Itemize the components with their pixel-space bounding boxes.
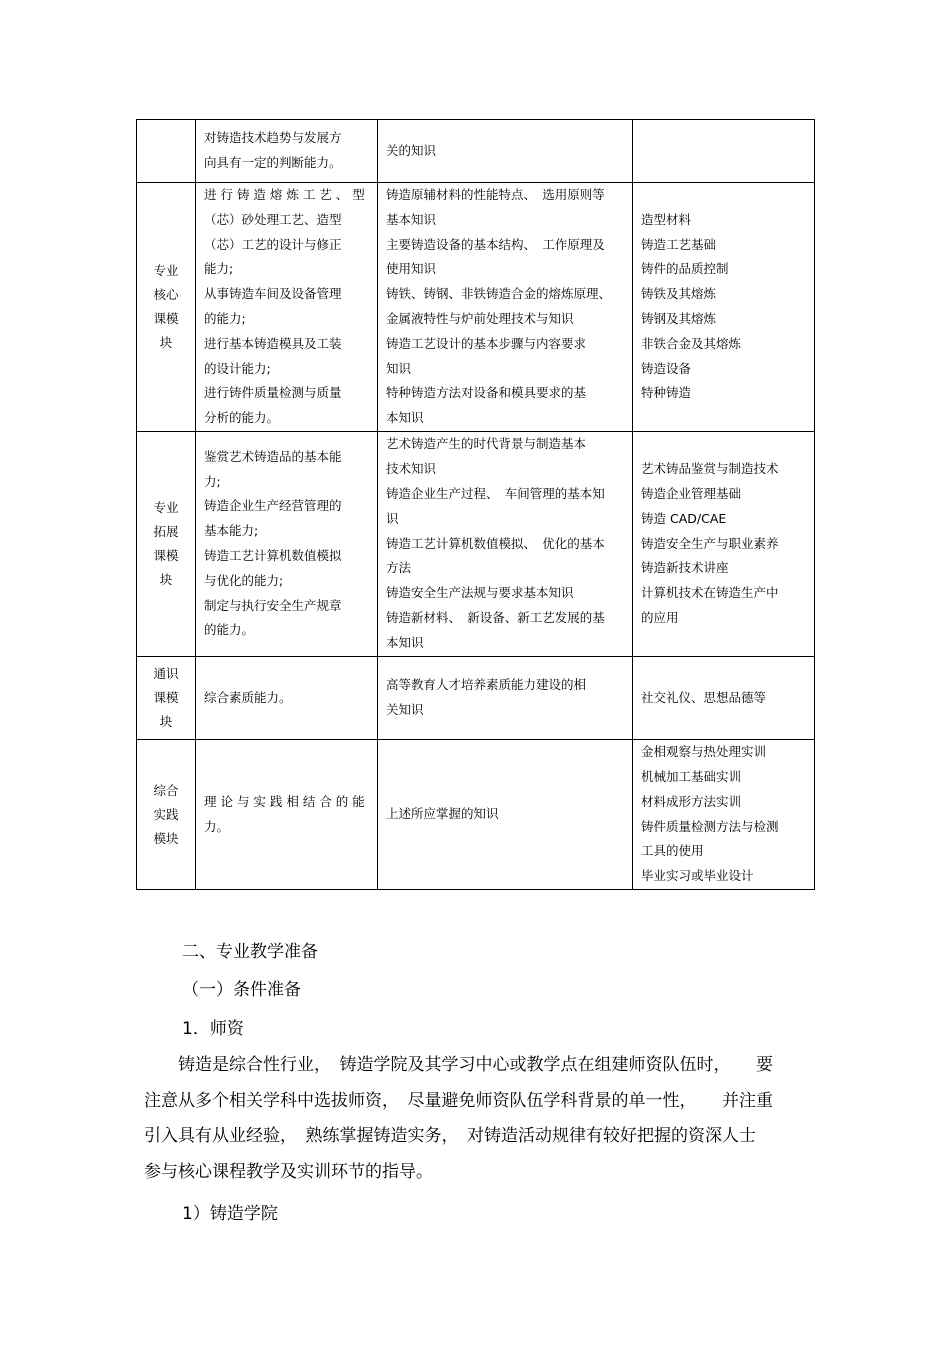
module-name-cell (137, 183, 196, 432)
cell-line: 使用知识 (386, 261, 437, 277)
cell-line: 铸造新材料、 新设备、新工艺发展的基 (386, 609, 605, 625)
cell-line: 铸造企业生产经营管理的 (204, 498, 342, 514)
cell-line: 的应用 (641, 609, 679, 625)
cell-line: 机械加工基础实训 (641, 768, 742, 784)
module-name-cell (137, 740, 196, 890)
cell-line: 毕业实习或毕业设计 (641, 868, 754, 884)
cell-line: 综合素质能力。 (204, 689, 292, 705)
ability-cell (196, 657, 378, 740)
cell-line: 进行铸件质量检测与质量 (204, 385, 342, 401)
paragraph-line: 铸造是综合性行业， 铸造学院及其学习中心或教学点在组建师资队伍时， 要 (144, 1055, 773, 1075)
table-row (137, 183, 815, 432)
ability-cell (196, 432, 378, 657)
cell-line: 向具有一定的判断能力。 (204, 155, 342, 170)
cell-line: 对铸造技术趋势与发展方 (204, 130, 342, 146)
ability-cell (196, 183, 378, 432)
cell-line: 块 (159, 335, 173, 350)
table-row (137, 432, 815, 657)
cell-line: 综合 (153, 782, 179, 798)
knowledge-cell (378, 657, 633, 740)
cell-line: 基本能力; (204, 523, 259, 539)
cell-line: 课模 (153, 548, 179, 563)
cell-line: 铸造 CAD/CAE (641, 510, 727, 526)
cell-line: 本知识 (386, 634, 424, 650)
teacher-paragraph (144, 1048, 809, 1190)
cell-line: 特种铸造 (641, 385, 692, 401)
cell-line: 铸造企业管理基础 (641, 486, 742, 501)
cell-line: 非铁合金及其熔炼 (641, 335, 742, 351)
ability-cell (196, 740, 378, 890)
cell-line: 铸造工艺基础 (641, 236, 717, 252)
cell-line: 关的知识 (386, 142, 437, 158)
cell-line: 铸铁、铸钢、非铁铸造合金的熔炼原理、 (386, 286, 612, 302)
courses-cell (633, 183, 815, 432)
cell-line: 鉴赏艺术铸造品的基本能 (204, 448, 342, 464)
cell-line: 分析的能力。 (204, 410, 280, 426)
courses-cell (633, 432, 815, 657)
cell-line: 铸造设备 (641, 360, 692, 376)
cell-line: 进行基本铸造模具及工装 (204, 335, 342, 351)
module-name-cell (137, 432, 196, 657)
cell-line: 实践 (153, 806, 179, 822)
cell-line: 艺术铸造产生的时代背景与制造基本 (386, 436, 587, 452)
cell-line: 铸造企业生产过程、 车间管理的基本知 (386, 486, 605, 501)
section-heading-sub-1: 1）铸造学院 (182, 1204, 278, 1224)
cell-line: 本知识 (386, 410, 424, 426)
cell-line: 力。 (204, 818, 230, 834)
cell-line: 进 行 铸 造 熔 炼 工 艺 、 型 (204, 187, 365, 203)
cell-line: 铸铁及其熔炼 (641, 286, 717, 302)
paragraph-line: 引入具有从业经验， 熟练掌握铸造实务， 对铸造活动规律有较好把握的资深人士 (144, 1126, 756, 1146)
section-heading-2-1: （一）条件准备 (182, 980, 301, 1000)
cell-line: 知识 (386, 360, 412, 376)
paragraph-line: 参与核心课程教学及实训环节的指导。 (144, 1161, 433, 1182)
table-row (137, 657, 815, 740)
cell-line: 材料成形方法实训 (641, 793, 742, 809)
knowledge-cell (378, 432, 633, 657)
table-row (137, 120, 815, 183)
cell-line: 的能力。 (204, 622, 255, 638)
cell-line: 金相观察与热处理实训 (641, 744, 767, 760)
cell-line: 与优化的能力; (204, 572, 284, 588)
cell-line: 主要铸造设备的基本结构、 工作原理及 (386, 236, 605, 252)
cell-line: 专业 (153, 263, 179, 278)
cell-line: 模块 (153, 830, 179, 846)
cell-line: 课模 (153, 311, 179, 326)
cell-line: 拓展 (153, 524, 179, 539)
cell-line: 核心 (153, 287, 179, 302)
cell-line: 铸件质量检测方法与检测 (641, 818, 779, 834)
table-row (137, 740, 815, 890)
cell-line: 铸造工艺设计的基本步骤与内容要求 (386, 335, 587, 351)
cell-line: 铸造安全生产与职业素养 (641, 535, 779, 551)
knowledge-cell (378, 183, 633, 432)
cell-line: （芯）砂处理工艺、造型 (204, 211, 342, 227)
section-heading-2: 二、专业教学准备 (182, 942, 318, 962)
ability-cell (196, 120, 378, 183)
cell-line: 力; (204, 473, 221, 489)
cell-line: （芯）工艺的设计与修正 (204, 236, 342, 252)
paragraph-line: 注意从多个相关学科中选拔师资， 尽量避免师资队伍学科背景的单一性， 并注重 (144, 1090, 773, 1111)
cell-line: 社交礼仪、思想品德等 (641, 689, 767, 705)
cell-line: 高等教育人才培养素质能力建设的相 (386, 677, 587, 693)
cell-line: 识 (386, 510, 399, 526)
cell-line: 特种铸造方法对设备和模具要求的基 (386, 385, 587, 401)
cell-line: 铸造原辅材料的性能特点、 选用原则等 (386, 187, 605, 203)
cell-line: 计算机技术在铸造生产中 (641, 585, 779, 601)
cell-line: 技术知识 (386, 461, 437, 477)
knowledge-cell (378, 120, 633, 183)
cell-line: 的能力; (204, 311, 246, 326)
courses-cell (633, 120, 815, 183)
cell-line: 铸钢及其熔炼 (641, 311, 717, 326)
cell-line: 铸造安全生产法规与要求基本知识 (386, 585, 574, 601)
cell-line: 通识 (153, 666, 179, 681)
courses-cell (633, 740, 815, 890)
cell-line: 艺术铸品鉴赏与制造技术 (641, 461, 779, 477)
module-name-cell (137, 120, 196, 183)
module-table (136, 119, 815, 890)
cell-line: 理 论 与 实 践 相 结 合 的 能 (204, 793, 365, 809)
cell-line: 块 (159, 714, 173, 729)
cell-line: 铸造工艺计算机数值模拟、 优化的基本 (386, 535, 605, 551)
cell-line: 块 (159, 572, 173, 587)
cell-line: 工具的使用 (641, 843, 704, 859)
cell-line: 关知识 (386, 702, 424, 717)
cell-line: 铸件的品质控制 (641, 261, 729, 277)
cell-line: 能力; (204, 261, 234, 277)
cell-line: 上述所应掌握的知识 (386, 806, 499, 822)
section-heading-item-1: 1．师资 (182, 1019, 244, 1039)
cell-line: 基本知识 (386, 211, 437, 227)
knowledge-cell (378, 740, 633, 890)
courses-cell (633, 657, 815, 740)
cell-line: 方法 (386, 560, 412, 576)
cell-line: 造型材料 (641, 211, 692, 227)
cell-line: 铸造工艺计算机数值模拟 (204, 548, 342, 563)
cell-line: 金属液特性与炉前处理技术与知识 (386, 311, 574, 326)
cell-line: 课模 (153, 690, 179, 705)
cell-line: 铸造新技术讲座 (641, 560, 729, 576)
module-name-cell (137, 657, 196, 740)
cell-line: 制定与执行安全生产规章 (204, 597, 342, 613)
cell-line: 专业 (153, 500, 179, 515)
cell-line: 的设计能力; (204, 360, 271, 376)
cell-line: 从事铸造车间及设备管理 (204, 286, 342, 302)
